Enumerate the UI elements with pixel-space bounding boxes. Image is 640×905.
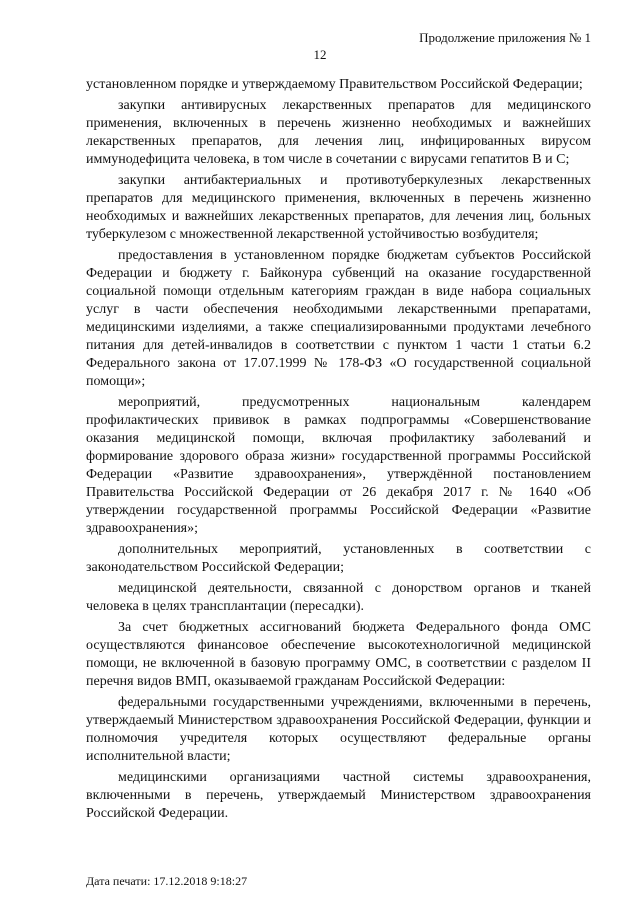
paragraph-8: федеральными государственными учреждениями, включенными в перечень, утверждаемый Министерством здравоохранения Российской Федерации, функции и полномочия учредителя которых осуществляют федеральные органы исполнительной власти; <box>86 695 591 764</box>
paragraph-9: медицинскими организациями частной системы здравоохранения, включенными в перечень, утверждаемый Министерством здравоохранения Российской Федерации. <box>86 770 591 821</box>
paragraph-2: закупки антибактериальных и противотуберкулезных лекарственных препаратов для медицинского применения, включенных в перечень жизненно необходимых и важнейших лекарственных препаратов, для лечения лиц, больных туберкулезом с множественной лекарственной устойчивостью возбудителя; <box>86 173 591 242</box>
paragraph-5: дополнительных мероприятий, установленных в соответствии с законодательством Российской Федерации; <box>86 542 591 575</box>
paragraph-4: мероприятий, предусмотренных национальным календарем профилактических прививок в рамках подпрограммы «Совершенствование оказания медицинской помощи, включая профилактику заболеваний и формирование здорового образа жизни» государственной программы Российской Федерации «Развитие здравоохранения», утверждённой постановлением Правительства Российской Федерации от 26 декабря 2017 г. № 1640 «Об утверждении государственной программы Российской Федерации «Развитие здравоохранения»; <box>86 395 591 536</box>
paragraph-1: закупки антивирусных лекарственных препаратов для медицинского применения, включенных в перечень жизненно необходимых и важнейших лекарственных препаратов, для лечения лиц, инфицированных вирусом иммунодефицита человека, в том числе в сочетании с вирусами гепатитов В и С; <box>86 98 591 167</box>
paragraph-6: медицинской деятельности, связанной с донорством органов и тканей человека в целях трансплантации (пересадки). <box>86 581 591 614</box>
page-number: 12 <box>313 47 327 62</box>
print-date-footer: Дата печати: 17.12.2018 9:18:27 <box>86 874 248 888</box>
document-body <box>86 76 591 826</box>
paragraph-3: предоставления в установленном порядке бюджетам субъектов Российской Федерации и бюджету г. Байконура субвенций на оказание государственной социальной помощи отдельным категориям граждан в виде набора социальных услуг в части обеспечения необходимыми лекарственными препаратами, медицинскими изделиями, а также специализированными продуктами лечебного питания для детей-инвалидов в соответствии с пунктом 1 части 1 статьи 6.2 Федерального закона от 17.07.1999 № 178-ФЗ «О государственной социальной помощи»; <box>86 248 591 389</box>
paragraph-0: установленном порядке и утверждаемому Правительством Российской Федерации; <box>86 77 583 92</box>
paragraph-7: За счет бюджетных ассигнований бюджета Федерального фонда ОМС осуществляются финансовое обеспечение высокотехнологичной медицинской помощи, не включенной в базовую программу ОМС, в соответствии с разделом II перечня видов ВМП, оказываемой гражданам Российской Федерации: <box>86 620 591 689</box>
appendix-continuation-label: Продолжение приложения № 1 <box>419 30 591 45</box>
